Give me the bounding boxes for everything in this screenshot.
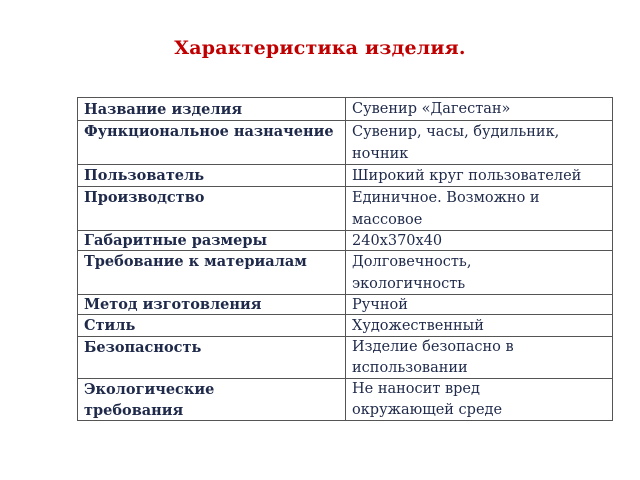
table-row-value	[345, 120, 613, 164]
table-row-value	[345, 336, 613, 378]
row-label: Производство	[84, 189, 205, 206]
table-row-value	[345, 164, 613, 186]
row-label: Метод изготовления	[84, 296, 262, 313]
row-value: Не наносит вред окружающей среде	[352, 381, 503, 418]
row-label: Функциональное назначение	[84, 123, 334, 140]
table-row-value	[345, 230, 613, 250]
table-row-value	[345, 250, 613, 294]
table-row-label	[77, 120, 345, 164]
row-value: Изделие безопасно в использовании	[352, 339, 514, 376]
row-value: Художественный	[352, 318, 484, 334]
row-value: Ручной	[352, 297, 408, 313]
table-row-label	[77, 186, 345, 230]
row-label: Габаритные размеры	[84, 232, 268, 249]
table-row-value	[345, 97, 613, 120]
row-label: Название изделия	[84, 101, 243, 118]
row-value: Единичное. Возможно и массовое	[352, 190, 540, 228]
table-row-label	[77, 294, 345, 314]
table-row-label	[77, 164, 345, 186]
row-label: Экологические требования	[84, 381, 215, 419]
table-row-value	[345, 294, 613, 314]
characteristics-table	[77, 0, 613, 480]
row-value: Сувенир, часы, будильник, ночник	[352, 124, 560, 162]
table-row-label	[77, 250, 345, 294]
table-row-label	[77, 230, 345, 250]
row-label: Требование к материалам	[84, 253, 307, 270]
row-value: Сувенир «Дагестан»	[352, 101, 511, 117]
row-label: Пользователь	[84, 167, 205, 184]
row-label: Стиль	[84, 317, 136, 334]
table-row-value	[345, 314, 613, 336]
table-row-value	[345, 186, 613, 230]
document-title: Характеристика изделия.	[174, 37, 466, 59]
row-label: Безопасность	[84, 339, 202, 356]
table-row-label	[77, 97, 345, 120]
row-value: Долговечность, экологичность	[352, 254, 472, 292]
row-value: 240х370х40	[352, 233, 443, 249]
table-row-label	[77, 336, 345, 378]
table-row-value	[345, 378, 613, 421]
table-row-label	[77, 378, 345, 421]
table-row-label	[77, 314, 345, 336]
row-value: Широкий круг пользователей	[352, 168, 582, 184]
